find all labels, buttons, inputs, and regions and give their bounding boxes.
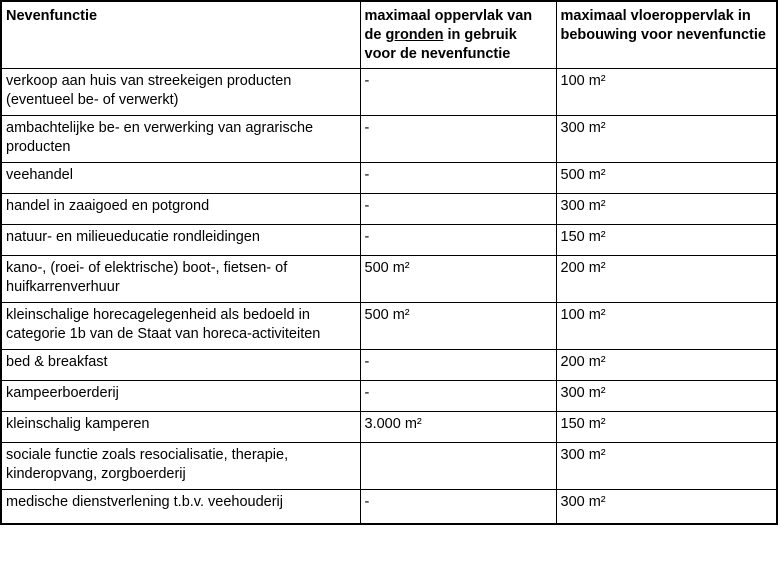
table-row — [1, 225, 777, 256]
cell-gronden: - — [360, 69, 556, 116]
cell-gronden: - — [360, 194, 556, 225]
cell-functie: kano-, (roei- of elektrische) boot-, fietsen- of huifkarrenverhuur — [1, 256, 360, 303]
table-row — [1, 490, 777, 525]
cell-vloer: 100 m² — [556, 69, 777, 116]
cell-gronden — [360, 443, 556, 490]
table-row — [1, 303, 777, 350]
cell-gronden: - — [360, 225, 556, 256]
cell-gronden: - — [360, 116, 556, 163]
cell-gronden: 500 m² — [360, 303, 556, 350]
table-row — [1, 256, 777, 303]
cell-functie: kleinschalig kamperen — [1, 412, 360, 443]
table-row — [1, 116, 777, 163]
table-row — [1, 163, 777, 194]
cell-vloer: 300 m² — [556, 443, 777, 490]
cell-vloer: 150 m² — [556, 412, 777, 443]
cell-vloer: 500 m² — [556, 163, 777, 194]
header-vloeroppervlak: maximaal vloeroppervlak in bebouwing voor nevenfunctie — [556, 1, 777, 69]
cell-vloer: 300 m² — [556, 490, 777, 525]
cell-gronden: 3.000 m² — [360, 412, 556, 443]
cell-gronden: - — [360, 490, 556, 525]
header-col2-part1: maximaal oppervlak van de — [364, 8, 533, 43]
cell-functie: sociale functie zoals resocialisatie, therapie, kinderopvang, zorgboerderij — [1, 443, 360, 490]
cell-functie: veehandel — [1, 163, 360, 194]
header-nevenfunctie: Nevenfunctie — [1, 1, 360, 69]
table-row — [1, 194, 777, 225]
table-row — [1, 412, 777, 443]
header-col2-underlined: gronden — [385, 27, 444, 43]
cell-functie: natuur- en milieueducatie rondleidingen — [1, 225, 360, 256]
cell-functie: verkoop aan huis van streekeigen producten (eventueel be- of verwerkt) — [1, 69, 360, 116]
cell-functie: bed & breakfast — [1, 350, 360, 381]
cell-vloer: 300 m² — [556, 194, 777, 225]
cell-functie: ambachtelijke be- en verwerking van agrarische producten — [1, 116, 360, 163]
cell-functie: kampeerboerderij — [1, 381, 360, 412]
cell-vloer: 300 m² — [556, 381, 777, 412]
table-row — [1, 350, 777, 381]
table-header-row — [1, 1, 777, 69]
table-row — [1, 443, 777, 490]
table-row — [1, 381, 777, 412]
cell-functie: kleinschalige horecagelegenheid als bedoeld in categorie 1b van de Staat van horeca-activiteiten — [1, 303, 360, 350]
cell-gronden: - — [360, 381, 556, 412]
header-col2-part2: in gebruik voor de nevenfunctie — [364, 27, 517, 62]
cell-vloer: 300 m² — [556, 116, 777, 163]
cell-vloer: 200 m² — [556, 350, 777, 381]
cell-vloer: 150 m² — [556, 225, 777, 256]
header-oppervlak-gronden — [360, 1, 556, 69]
cell-gronden: - — [360, 163, 556, 194]
cell-functie: handel in zaaigoed en potgrond — [1, 194, 360, 225]
cell-vloer: 200 m² — [556, 256, 777, 303]
cell-gronden: - — [360, 350, 556, 381]
cell-gronden: 500 m² — [360, 256, 556, 303]
cell-vloer: 100 m² — [556, 303, 777, 350]
table-row — [1, 69, 777, 116]
cell-functie: medische dienstverlening t.b.v. veehouderij — [1, 490, 360, 525]
